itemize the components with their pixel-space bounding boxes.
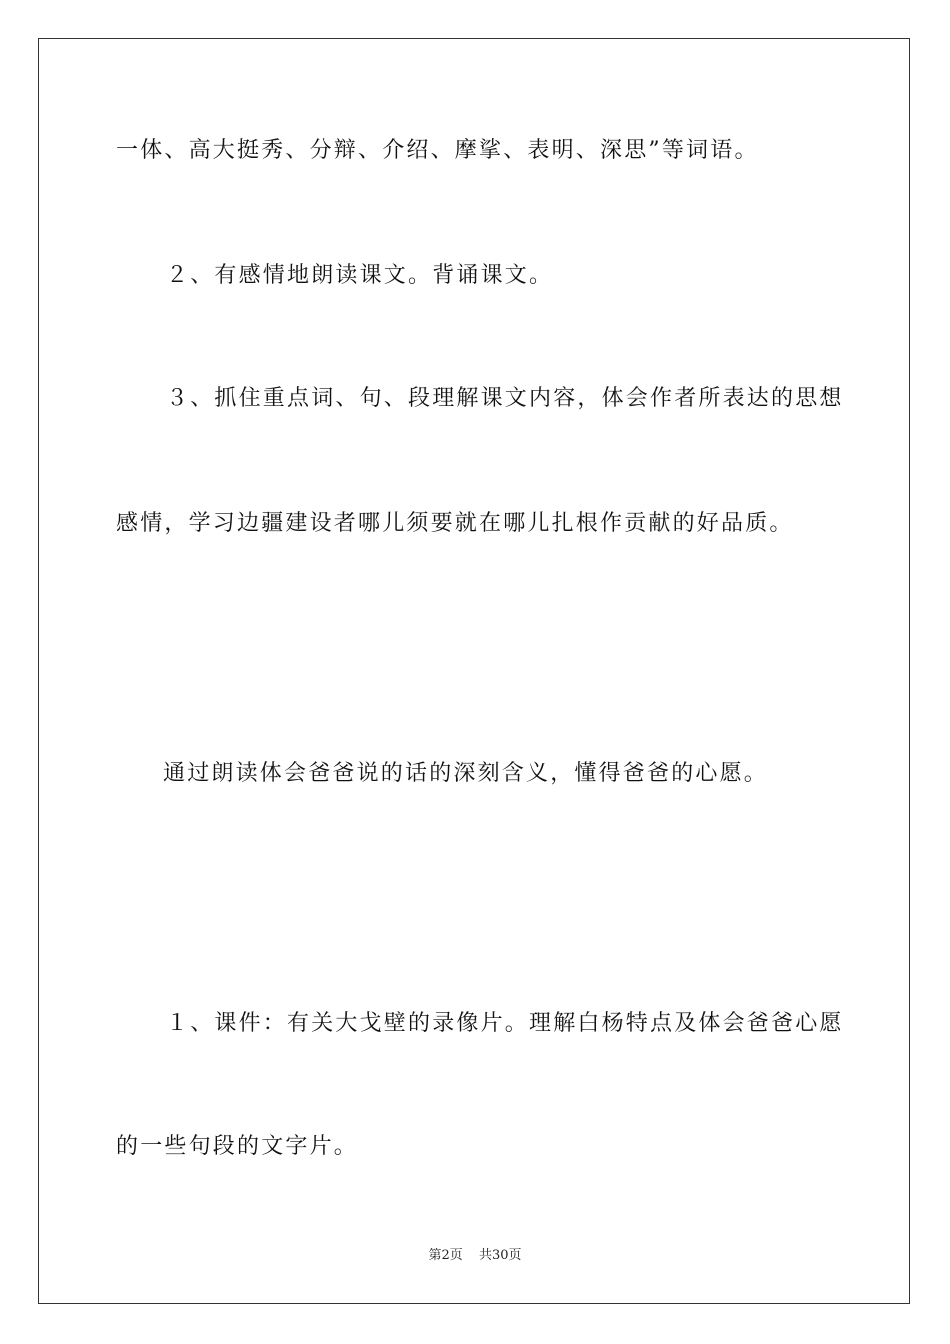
page-border <box>38 38 910 1304</box>
body-line-2: ２、有感情地朗读课文。背诵课文。 <box>166 263 554 288</box>
page-footer <box>0 1247 950 1265</box>
body-line-4: 感情，学习边疆建设者哪儿须要就在哪儿扎根作贡献的好品质。 <box>116 511 794 536</box>
body-line-1: 一体、高大挺秀、分辩、介绍、摩挲、表明、深思”等词语。 <box>116 138 759 163</box>
body-line-3: ３、抓住重点词、句、段理解课文内容，体会作者所表达的思想 <box>166 386 844 411</box>
body-line-7: 的一些句段的文字片。 <box>116 1134 359 1159</box>
page-number: 第2页 <box>428 1248 463 1263</box>
body-line-5: 通过朗读体会爸爸说的话的深刻含义，懂得爸爸的心愿。 <box>163 761 769 786</box>
body-line-6: １、课件：有关大戈壁的录像片。理解白杨特点及体会爸爸心愿 <box>166 1011 844 1036</box>
page-total: 共30页 <box>478 1248 522 1263</box>
